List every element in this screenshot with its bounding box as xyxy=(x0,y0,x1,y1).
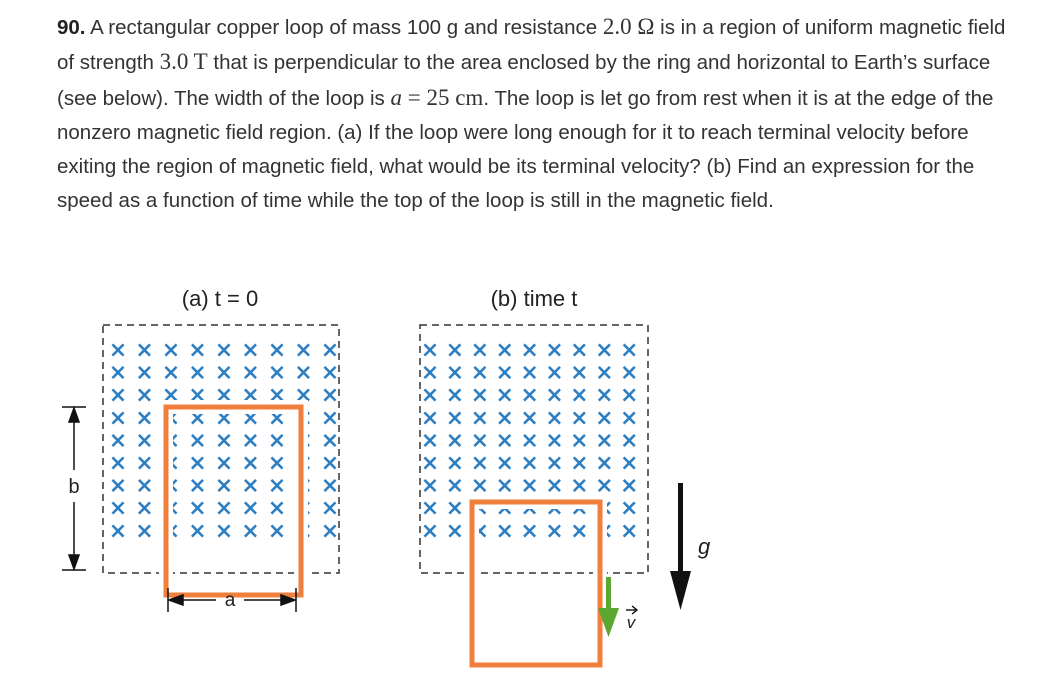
field-x-icon: × xyxy=(470,360,490,386)
label-g: g xyxy=(698,534,711,559)
field-x-icon: × xyxy=(495,338,514,363)
field-x-icon: × xyxy=(161,405,181,431)
field-x-icon: × xyxy=(570,518,589,544)
field-x-icon: × xyxy=(445,451,465,476)
field-x-icon: × xyxy=(241,473,260,499)
field-x-icon: × xyxy=(520,428,539,454)
field-x-icon: × xyxy=(495,405,514,431)
field-x-icon: × xyxy=(241,451,260,476)
field-x-icon: × xyxy=(267,473,287,499)
field-x-icon: × xyxy=(214,383,234,409)
field-x-icon: × xyxy=(320,405,340,431)
label-a: a xyxy=(224,590,236,611)
field-x-icon: × xyxy=(161,383,181,409)
field-x-icon: × xyxy=(108,496,128,522)
field-x-icon: × xyxy=(214,473,234,499)
field-x-icon: × xyxy=(619,360,639,386)
field-x-icon: × xyxy=(570,473,589,499)
field-x-icon: × xyxy=(545,473,564,499)
field-x-icon: × xyxy=(595,451,614,476)
field-x-icon: × xyxy=(445,338,465,363)
field-x-icon: × xyxy=(445,496,465,522)
field-x-icon: × xyxy=(420,428,440,454)
field-x-icon: × xyxy=(445,428,465,454)
field-x-icon: × xyxy=(619,518,639,544)
field-x-icon: × xyxy=(188,518,207,544)
field-x-icon: × xyxy=(470,428,490,454)
label-v: v xyxy=(626,613,636,632)
field-x-icon: × xyxy=(570,451,589,476)
field-x-icon: × xyxy=(108,473,128,499)
field-x-icon: × xyxy=(595,360,614,386)
field-x-icon: × xyxy=(570,428,589,454)
field-x-icon: × xyxy=(320,473,340,499)
field-x-icon: × xyxy=(619,383,639,409)
field-x-icon: × xyxy=(595,518,614,544)
field-x-icon: × xyxy=(619,473,639,499)
field-x-icon: × xyxy=(241,383,260,409)
field-x-icon: × xyxy=(214,518,234,544)
field-x-icon: × xyxy=(320,360,340,386)
gravity-arrow xyxy=(670,483,691,610)
field-x-icon: × xyxy=(214,496,234,522)
field-x-icon: × xyxy=(108,405,128,431)
field-x-icon: × xyxy=(619,428,639,454)
field-x-icon: × xyxy=(420,496,440,522)
field-x-icon: × xyxy=(294,496,313,522)
field-x-icon: × xyxy=(135,383,154,409)
field-x-icon: × xyxy=(241,338,260,363)
problem-text-part-4: . The loop is let go from rest when it is at the edge of the nonzero magnetic field region. (a) If the loop were long enough for it to reach terminal velocity before exiting the region of magnetic field, what would be its terminal velocity? (b) Find an expression for the speed as a function of time while the top of the loop is still in the magnetic field. xyxy=(57,86,994,213)
field-x-icon: × xyxy=(108,428,128,454)
problem-text-part-3: that is perpendicular to the area enclosed by the ring and horizontal to Earth’s surface (see below). The width of the loop is xyxy=(57,51,991,110)
field-x-icon: × xyxy=(188,383,207,409)
field-x-icon: × xyxy=(595,383,614,409)
field-x-icon: × xyxy=(241,360,260,386)
field-x-icon: × xyxy=(470,405,490,431)
field-x-icon: × xyxy=(135,428,154,454)
field-x-icon: × xyxy=(520,338,539,363)
field-x-icon: × xyxy=(545,428,564,454)
field-x-icon: × xyxy=(188,338,207,363)
width-variable: a xyxy=(390,84,402,110)
field-x-icon: × xyxy=(570,360,589,386)
field-x-icon: × xyxy=(570,338,589,363)
field-x-icon: × xyxy=(445,360,465,386)
field-x-icon: × xyxy=(495,518,514,544)
field-x-icon: × xyxy=(188,405,207,431)
field-x-icon: × xyxy=(520,473,539,499)
field-x-icon: × xyxy=(320,451,340,476)
field-x-icon: × xyxy=(595,405,614,431)
field-x-icon: × xyxy=(545,496,564,522)
field-x-icon: × xyxy=(188,360,207,386)
panel-b-title: (b) time t xyxy=(490,286,578,311)
field-x-icon: × xyxy=(267,496,287,522)
field-x-icon: × xyxy=(445,383,465,409)
field-x-icon: × xyxy=(267,405,287,431)
field-x-icon: × xyxy=(420,451,440,476)
field-x-icon: × xyxy=(294,451,313,476)
field-x-icon: × xyxy=(135,473,154,499)
field-x-icon: × xyxy=(108,360,128,386)
field-x-icon: × xyxy=(161,518,181,544)
field-x-icon: × xyxy=(545,360,564,386)
field-x-icon: × xyxy=(595,496,614,522)
field-x-icon: × xyxy=(520,451,539,476)
field-x-icon: × xyxy=(294,428,313,454)
field-x-icon: × xyxy=(570,383,589,409)
field-x-icon: × xyxy=(595,473,614,499)
field-x-icon: × xyxy=(241,428,260,454)
field-x-icon: × xyxy=(445,473,465,499)
field-x-icon: × xyxy=(595,338,614,363)
field-x-icon: × xyxy=(445,405,465,431)
field-x-icon: × xyxy=(214,405,234,431)
problem-text-part-2: is in a region of uniform magnetic field of strength xyxy=(57,16,1006,75)
field-x-icon: × xyxy=(470,451,490,476)
field-x-icon: × xyxy=(161,451,181,476)
field-x-icon: × xyxy=(267,383,287,409)
field-x-icon: × xyxy=(320,518,340,544)
panel-a-title: (a) t = 0 xyxy=(181,286,259,311)
field-x-icon: × xyxy=(470,338,490,363)
field-x-icon: × xyxy=(420,405,440,431)
field-x-icon: × xyxy=(294,405,313,431)
field-x-icon: × xyxy=(267,428,287,454)
field-x-icon: × xyxy=(420,518,440,544)
field-x-icon: × xyxy=(161,338,181,363)
field-x-icon: × xyxy=(161,473,181,499)
field-x-icon: × xyxy=(214,360,234,386)
field-x-icon: × xyxy=(545,338,564,363)
field-x-icon: × xyxy=(619,338,639,363)
field-x-icon: × xyxy=(495,428,514,454)
field-x-icon: × xyxy=(445,518,465,544)
field-x-icon: × xyxy=(241,496,260,522)
field-x-icon: × xyxy=(188,428,207,454)
field-x-icon: × xyxy=(214,428,234,454)
field-x-icon: × xyxy=(520,360,539,386)
field-x-icon: × xyxy=(470,473,490,499)
field-x-icon: × xyxy=(570,405,589,431)
field-x-icon: × xyxy=(420,383,440,409)
field-x-icon: × xyxy=(495,383,514,409)
field-strength-value: 3.0 T xyxy=(159,49,208,75)
field-x-icon: × xyxy=(320,338,340,363)
resistance-value: 2.0 Ω xyxy=(602,14,655,39)
field-x-icon: × xyxy=(267,451,287,476)
field-x-icon: × xyxy=(294,360,313,386)
width-value: = 25 cm xyxy=(402,84,484,110)
field-x-icon: × xyxy=(135,405,154,431)
field-x-icon: × xyxy=(108,383,128,409)
field-x-icon: × xyxy=(545,405,564,431)
field-x-icon: × xyxy=(214,451,234,476)
field-x-icon: × xyxy=(420,473,440,499)
field-x-icon: × xyxy=(495,451,514,476)
field-x-icon: × xyxy=(188,451,207,476)
field-x-icon: × xyxy=(267,518,287,544)
field-x-icon: × xyxy=(135,451,154,476)
field-x-icon: × xyxy=(520,496,539,522)
field-x-icon: × xyxy=(267,338,287,363)
field-x-icon: × xyxy=(320,496,340,522)
field-x-icon: × xyxy=(320,428,340,454)
field-x-icon: × xyxy=(619,496,639,522)
field-x-icon: × xyxy=(294,383,313,409)
field-x-icon: × xyxy=(495,360,514,386)
field-x-icon: × xyxy=(470,383,490,409)
field-x-icon: × xyxy=(520,518,539,544)
field-x-icon: × xyxy=(161,428,181,454)
field-x-icon: × xyxy=(520,383,539,409)
field-x-icon: × xyxy=(188,473,207,499)
field-x-icon: × xyxy=(135,496,154,522)
field-x-icon: × xyxy=(470,518,490,544)
problem-number: 90. xyxy=(57,16,86,39)
label-b: b xyxy=(68,476,80,498)
field-x-icon: × xyxy=(161,496,181,522)
field-x-icon: × xyxy=(294,518,313,544)
field-x-icon: × xyxy=(241,518,260,544)
field-x-icon: × xyxy=(595,428,614,454)
field-x-icon: × xyxy=(241,405,260,431)
field-x-icon: × xyxy=(135,338,154,363)
field-x-icon: × xyxy=(420,360,440,386)
field-x-icon: × xyxy=(545,451,564,476)
field-x-icon: × xyxy=(294,473,313,499)
field-x-icon: × xyxy=(294,338,313,363)
field-x-icon: × xyxy=(161,360,181,386)
field-x-icon: × xyxy=(188,496,207,522)
field-x-icon: × xyxy=(267,360,287,386)
field-x-icon: × xyxy=(108,338,128,363)
field-x-icon: × xyxy=(619,405,639,431)
field-x-icon: × xyxy=(214,338,234,363)
field-x-icon: × xyxy=(619,451,639,476)
problem-text-part-1: A rectangular copper loop of mass 100 g and resistance xyxy=(85,16,603,39)
field-x-icon: × xyxy=(108,451,128,476)
field-x-icon: × xyxy=(520,405,539,431)
field-x-icon: × xyxy=(470,496,490,522)
field-x-icon: × xyxy=(420,338,440,363)
field-x-icon: × xyxy=(545,383,564,409)
field-x-icon: × xyxy=(570,496,589,522)
field-x-icon: × xyxy=(108,518,128,544)
field-x-icon: × xyxy=(135,360,154,386)
field-x-icon: × xyxy=(135,518,154,544)
field-x-icon: × xyxy=(545,518,564,544)
field-x-icon: × xyxy=(495,496,514,522)
field-x-icon: × xyxy=(320,383,340,409)
field-x-icon: × xyxy=(495,473,514,499)
